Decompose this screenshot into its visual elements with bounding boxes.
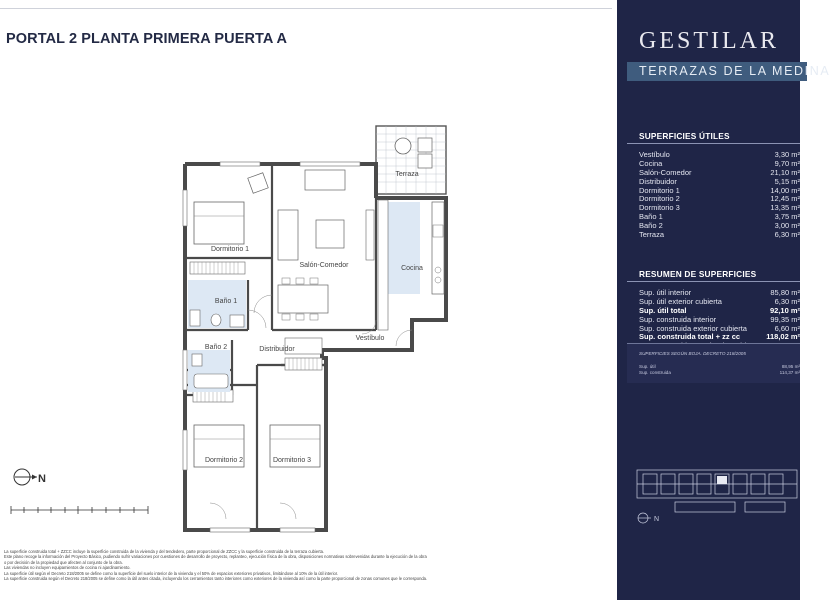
resumen-title: RESUMEN DE SUPERFICIES <box>639 269 757 279</box>
room-label-dormitorio-1: Dormitorio 1 <box>210 246 250 253</box>
table-row <box>639 370 800 376</box>
boja-table <box>639 364 800 376</box>
row-value: 12,45 m² <box>770 194 800 204</box>
brand-logo: GESTILAR <box>639 28 779 54</box>
row-label: Terraza <box>639 230 665 240</box>
north-label: N <box>38 473 46 485</box>
row-label: Sup. construida exterior cubierta <box>639 323 747 333</box>
row-value: 6,30 m² <box>774 296 800 306</box>
row-value: 3,75 m² <box>774 212 800 222</box>
row-value: 3,30 m² <box>774 150 800 159</box>
resumen-table <box>639 289 800 351</box>
boja-box <box>627 343 800 383</box>
row-label: Baño 2 <box>639 221 663 231</box>
row-value: 5,15 m² <box>774 176 800 186</box>
row-label: Dormitorio 2 <box>639 194 680 204</box>
footnote: La superficie construida según el Decreto 218/2005 se define como la útil antes citada, incluyendo los cerramientos tanto interiores como exteriores de la vivienda así como la parte proporcional de zonas comunes que le corresponda. <box>4 576 428 582</box>
room-label-salon-comedor: Salón-Comedor <box>299 262 349 269</box>
row-value: 114,37 m² <box>779 370 800 375</box>
room-label-distribuidor: Distribuidor <box>259 346 295 353</box>
row-label: Sup. útil <box>639 364 656 369</box>
row-label: Sup. construida interior <box>639 314 717 324</box>
footnote: La superficie útil según el Decreto 218/2005 se define como la superficie del suelo interior de la vivienda y el 50% de espacios exteriores privativos, limitándose al 10% de la útil interior. <box>4 570 339 576</box>
superficies-utiles-title: SUPERFICIES ÚTILES <box>639 131 730 141</box>
row-label: Dormitorio 1 <box>639 185 680 195</box>
row-value: 92,10 m² <box>769 305 800 315</box>
row-value: 118,02 m² <box>766 332 800 342</box>
row-value: 99,35 m² <box>770 314 800 324</box>
superficies-utiles-table <box>639 151 800 240</box>
footnote: Las viviendas no incluyen equipamientos de cocina ni ajardinamiento. <box>4 565 131 571</box>
room-label-dormitorio-3: Dormitorio 3 <box>272 457 312 464</box>
row-label: Sup. construida total + zz cc <box>639 332 741 342</box>
brand-subtitle: TERRAZAS DE LA MEDINA <box>627 62 807 81</box>
footnote: o por decisión de la propiedad que afecten al conjunto de la obra. <box>4 559 123 565</box>
unit-highlight <box>717 476 727 484</box>
page-title: PORTAL 2 PLANTA PRIMERA PUERTA A <box>6 31 288 47</box>
site-map <box>635 462 800 537</box>
room-label-bano-2: Baño 2 <box>204 344 228 351</box>
row-label: Sup. útil exterior cubierta <box>639 296 722 306</box>
row-label: Sup. útil total <box>639 305 687 315</box>
scale-bar <box>10 503 150 522</box>
row-label: Dormitorio 3 <box>639 203 680 213</box>
row-value: 21,10 m² <box>770 167 800 177</box>
north-arrow-icon <box>13 467 39 492</box>
info-panel <box>617 0 830 600</box>
row-value: 3,00 m² <box>774 221 800 231</box>
section-divider <box>627 281 800 282</box>
row-value: 6,60 m² <box>774 323 800 333</box>
room-label-dormitorio-2: Dormitorio 2 <box>204 457 244 464</box>
top-divider <box>0 8 612 9</box>
row-label: Cocina <box>639 158 663 168</box>
room-label-bano-1: Baño 1 <box>214 298 238 305</box>
room-label-terraza: Terraza <box>395 171 419 178</box>
row-value: 13,35 m² <box>770 203 800 213</box>
site-map-north-label: N <box>654 516 660 523</box>
table-row <box>639 231 800 240</box>
row-value: 6,30 m² <box>774 230 800 240</box>
row-label: Vestíbulo <box>639 150 670 159</box>
row-label: Sup. construida <box>639 370 671 375</box>
boja-title: SUPERFICIES SEGÚN BOJA. DECRETO 218/2005 <box>639 351 746 356</box>
room-label-cocina: Cocina <box>401 265 423 272</box>
row-value: 9,70 m² <box>774 158 800 168</box>
row-value: 14,00 m² <box>770 185 800 195</box>
section-divider <box>627 143 800 144</box>
row-label: Baño 1 <box>639 212 663 222</box>
footnote: La superficie construida total + ZZCC incluye la superficie construida de la vivienda y del tendedero, parte proporcional de ZZCC y la superficie construida de la terraza cubierta. <box>4 549 325 554</box>
row-label: Salón-Comedor <box>639 167 692 177</box>
room-label-vestibulo: Vestíbulo <box>355 335 385 342</box>
row-value: 85,80 m² <box>770 288 800 297</box>
floor-plan <box>150 120 450 540</box>
row-label: Sup. útil interior <box>639 288 692 297</box>
footnote: Este plano recoge la información del Proyecto Básico, pudiendo sufrir variaciones por cuestiones de desarrollo de proyecto, replanteo, ejecución física de la obra, disposiciones normativas sobrevenidas durante la ejecución de la obra <box>4 554 427 560</box>
row-value: 88,95 m² <box>781 364 800 369</box>
row-label: Distribuidor <box>639 176 677 186</box>
footnotes <box>4 549 604 581</box>
